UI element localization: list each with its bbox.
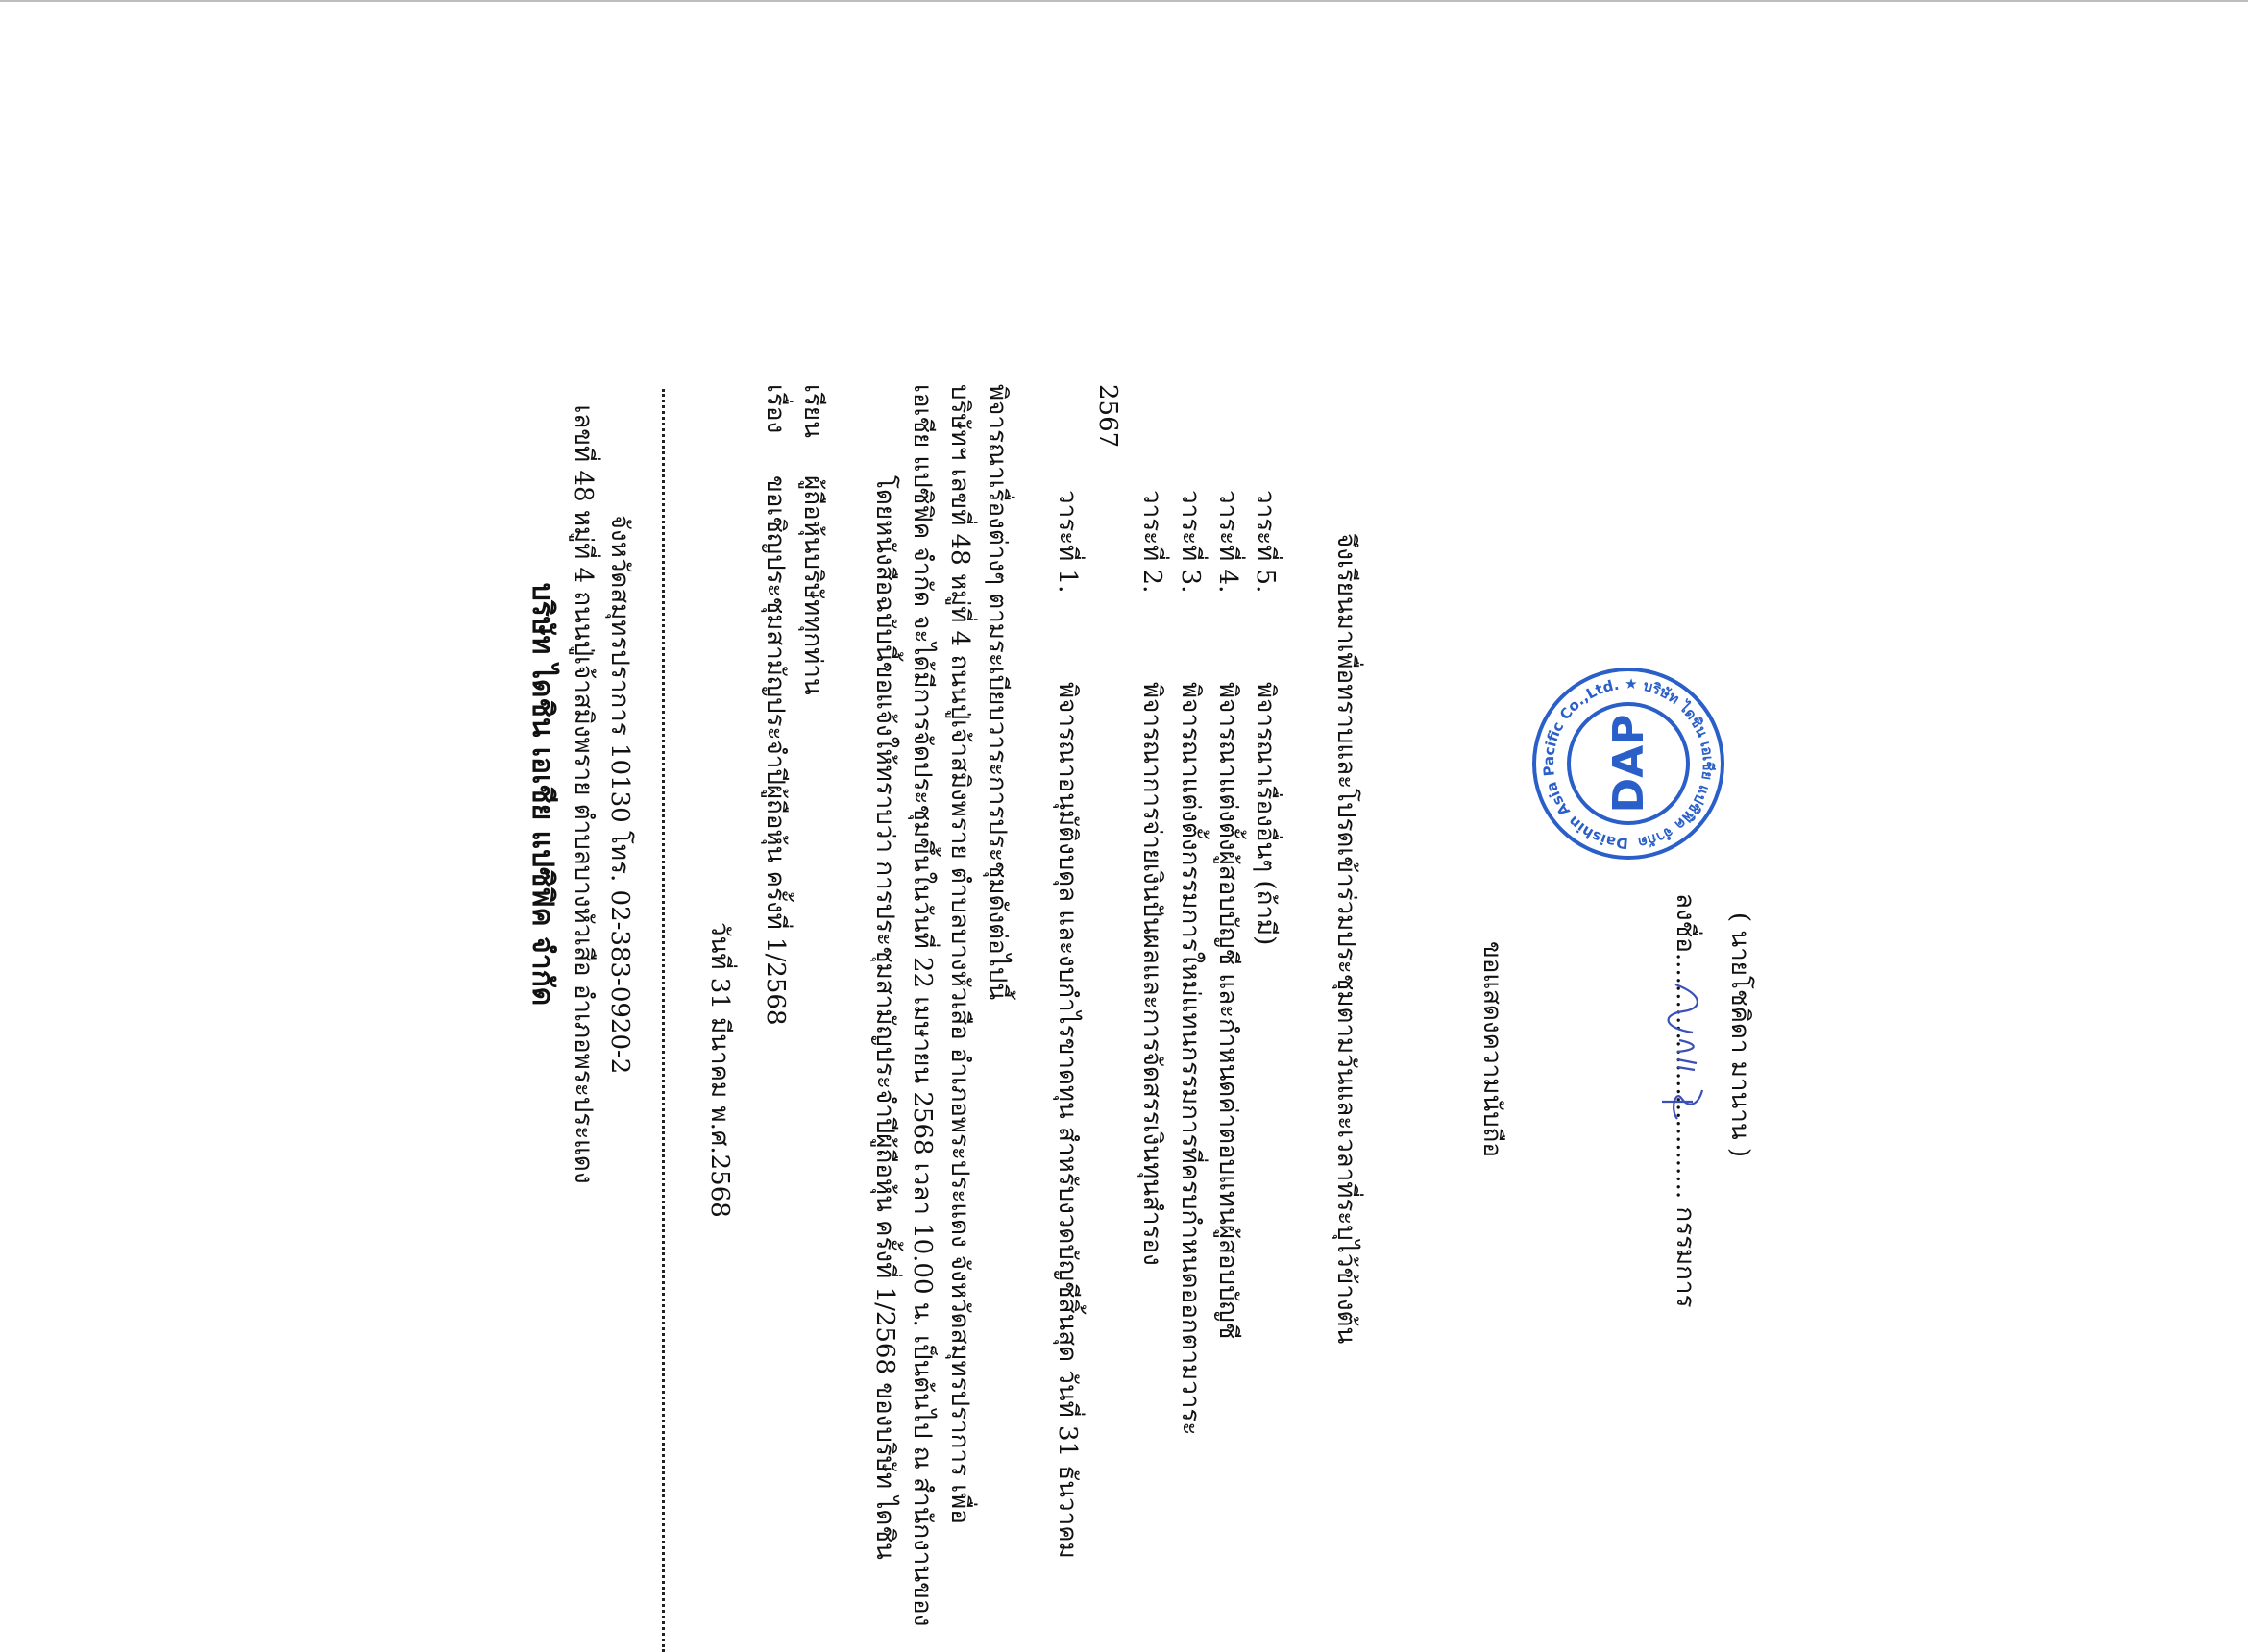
- signature-line: ลงชื่อ............................... กรรมการ: [1671, 893, 1699, 1308]
- body-line-2: เอเชีย แปซิฟิค จำกัด จะได้มีการจัดประชุมขึ้นในวันที่ 22 เมษายน 2568 เวลา 10.00 น. เป็นต้นไป ณ สำนักงานของ: [908, 384, 937, 1627]
- letter-date: วันที่ 31 มีนาคม พ.ศ.2568: [705, 922, 734, 1218]
- closing-sentence: จึงเรียนมาเพื่อทราบและโปรดเข้าร่วมประชุมตามวันและเวลาที่ระบุไว้ข้างต้น: [1332, 533, 1360, 1345]
- agenda-5-label: วาระที่ 5.: [1251, 490, 1280, 594]
- body-line-1: โดยหนังสือฉบับนี้ขอแจ้งให้ทราบว่า การประชุมสามัญประจำปีผู้ถือหุ้น ครั้งที่ 1/2568 ของบริษัท ไดชิน: [870, 475, 899, 1560]
- stamp-center-text: DAP: [1604, 714, 1653, 814]
- company-address-line-2: จังหวัดสมุทรปราการ 10130 โทร. 02-383-0920-2: [605, 514, 634, 1075]
- body-line-4: พิจารณาเรื่องต่างๆ ตามระเบียบวาระการประชุมดังต่อไปนี้: [983, 384, 1012, 1000]
- company-address-line-1: เลขที่ 48 หมู่ที่ 4 ถนนปู่เจ้าสมิงพราย ตำบลบางหัวเสือ อำเภอพระประแดง: [569, 404, 598, 1184]
- agenda-1-text: พิจารณาอนุมัติงบดุล และงบกำไรขาดทุน สำหรับงวดบัญชีสิ้นสุด วันที่ 31 ธันวาคม: [1053, 682, 1082, 1559]
- body-line-3: บริษัทฯ เลขที่ 48 หมู่ที่ 4 ถนนปู่เจ้าสมิงพราย ตำบลบางหัวเสือ อำเภอพระประแดง จังหวัดสมุทรปราการ เพื่อ: [945, 384, 974, 1524]
- recipient-label: เรียน: [798, 384, 827, 438]
- agenda-2-text: พิจารณาการจ่ายเงินปันผลและการจัดสรรเงินทุนสำรอง: [1137, 682, 1166, 1266]
- company-stamp: [1527, 663, 1729, 864]
- company-name: บริษัท ไดชิน เอเชีย แปซิฟิค จำกัด: [525, 582, 559, 1007]
- recipient-text: ผู้ถือหุ้นบริษัททุกท่าน: [798, 475, 827, 695]
- subject-label: เรื่อง: [761, 384, 790, 434]
- stamp-ring-text: Daishin Asia Pacific Co.,Ltd. ★ บริษัท ไดชิน เอเชีย แปซิฟิค จำกัด: [1539, 674, 1718, 853]
- agenda-4-text: พิจารณาแต่งตั้งผู้สอบบัญชี และกำหนดค่าตอบแทนผู้สอบบัญชี: [1213, 682, 1242, 1340]
- header-divider: [662, 389, 665, 1652]
- agenda-5-text: พิจารณาเรื่องอื่นๆ (ถ้ามี): [1251, 682, 1280, 946]
- agenda-1-text-cont: 2567: [1093, 384, 1122, 449]
- agenda-4-label: วาระที่ 4.: [1213, 490, 1242, 594]
- subject-text: ขอเชิญประชุมสามัญประจำปีผู้ถือหุ้น ครั้งที่ 1/2568: [761, 475, 790, 1026]
- agenda-3-text: พิจารณาแต่งตั้งกรรมการใหม่แทนกรรมการที่ครบกำหนดออกตามวาระ: [1176, 682, 1205, 1436]
- agenda-2-label: วาระที่ 2.: [1137, 490, 1166, 594]
- handwritten-signature: [1654, 975, 1722, 1138]
- agenda-3-label: วาระที่ 3.: [1176, 490, 1205, 594]
- agenda-1-label: วาระที่ 1.: [1053, 490, 1082, 594]
- regards-text: ขอแสดงความนับถือ: [1478, 941, 1506, 1157]
- signer-name: ( นายโชคิดา มานาน ): [1725, 912, 1754, 1158]
